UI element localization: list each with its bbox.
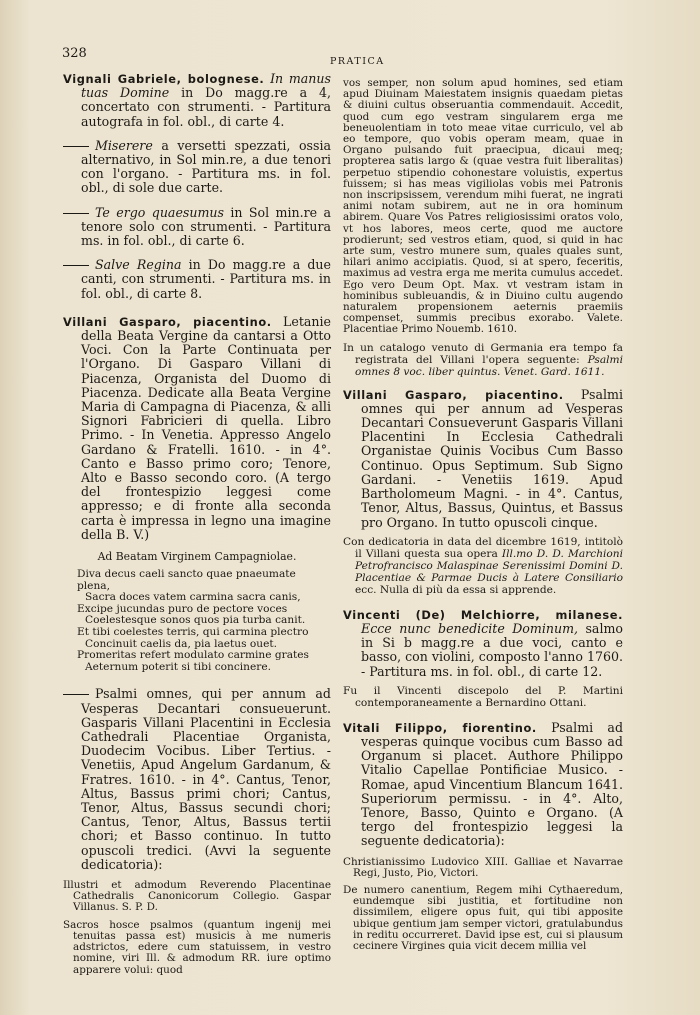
entry-villani-psalmi-12 bbox=[63, 687, 331, 872]
poem-line: Coelestesque sonos quos pia turba canit. bbox=[85, 614, 306, 627]
note-catalogo bbox=[343, 342, 623, 378]
poem-line: Concinuit caelis da, pia laetus ouet. bbox=[85, 637, 278, 650]
entry-text: in Do magg.re a 4, concertato con strumenti. - Partitura autografa in fol. obl., di carte 4. bbox=[81, 85, 331, 129]
entry-vignali bbox=[63, 72, 331, 129]
entry-text: in Sol min.re a tenore solo con strumenti. - Partitura ms. in fol. obl., di carte 6. bbox=[81, 204, 331, 249]
entry-text: a versetti spezzati, ossia alternativo, in Sol min.re, a due tenori con l'organo. - Partitura ms. in fol. obl., di sole due carte. bbox=[81, 137, 331, 196]
entry-text: Psalmi omnes qui per annum ad Vesperas Decantari Consueverunt Gasparis Villani Placentini In Ecclesia Cathedrali Organistae Quinis Vocibus Cum Basso Continuo. Opus Septimum. Sub Signo Gardani. - Venetiis 1619. Apud Bartholomeum Magni. - in 4°. Cantus, Tenor, Altus, Bassus, Quintus, et Bassus pro Organo. In tutto opuscoli cinque. bbox=[361, 386, 623, 530]
running-head: PRATICA bbox=[330, 56, 385, 67]
work-title: In manus tuas Domine bbox=[81, 71, 331, 101]
entry-head: Vitali Filippo, fiorentino. bbox=[343, 720, 537, 735]
poem-title: Ad Beatam Virginem Campagniolae. bbox=[97, 550, 297, 564]
poem-line: Diva decus caeli sancto quae pnaeumate plena, bbox=[77, 568, 296, 592]
work-title: Ecce nunc benedicite Dominum, bbox=[361, 620, 579, 636]
poem-line: Aeternum poterit si tibi concinere. bbox=[85, 660, 271, 673]
dash-mark bbox=[63, 694, 89, 695]
dedication-text: De numero canentium, Regem mihi Cythaeredum, eundemque sibi justitia, et fortitudine non dissimilem, eligere opus fuit, qui tibi apposite ubique gentium jam semper victori, gratulabundus in reditu occurreret. David ipse est, cui si plausum cecinere Virgines quia vicit decem millia vel bbox=[343, 883, 623, 952]
note-text: In un catalogo venuto di Germania era tempo fa registrata del Villani l'opera seguente: bbox=[343, 341, 623, 366]
entry-te-ergo bbox=[63, 206, 331, 249]
poem-line: Sacra doces vatem carmina sacra canis, bbox=[85, 591, 301, 604]
note-text: ecc. Nulla di più da essa si apprende. bbox=[355, 583, 557, 596]
entry-salve-regina bbox=[63, 258, 331, 301]
poem-line: Et tibi coelestes terris, qui carmina plectro bbox=[77, 626, 309, 639]
entry-text: salmo in Si b magg.re a due voci, canto e basso, con violini, composto l'anno 1760. - Partitura ms. in fol. obl., di carte 12. bbox=[361, 620, 623, 679]
dedication-heading: Christianissimo Ludovico XIII. Galliae et Navarrae Regi, Justo, Pio, Victori. bbox=[343, 855, 623, 879]
entry-text: Letanie della Beata Vergine da cantarsi a Otto Voci. Con la Parte Continuata per l'Organo. Di Gasparo Villani di Piacenza, Organista del Duomo di Piacenza. Dedicate alla Beata Vergine Maria di Campagna di Piacenza, & alli Signori Fabricieri di quella. Libro Primo. - In Venetia. Appresso Angelo Gardano & Fratelli. 1610. - in 4°. Canto e Basso primo coro; Tenore, Alto e Basso secondo coro. (A tergo del frontespizio leggesi come appresso; e di fronte alla seconda carta è impressa in legno una imagine della B. V.) bbox=[81, 313, 331, 542]
entry-villani-psalmi-5 bbox=[343, 388, 623, 530]
entry-head: Villani Gasparo, piacentino. bbox=[63, 314, 272, 329]
entry-vitali bbox=[343, 721, 623, 849]
entry-text: Psalmi ad vesperas quinque vocibus cum Basso ad Organum si placet. Authore Philippo Vitalio Capellae Pontificiae Musico. - Romae, apud Vincentium Blancum 1641. Superiorum permissu. - in 4°. Alto, Tenore, Basso, Quinto e Organo. (A tergo del frontespizio leggesi la seguente dedicatoria): bbox=[361, 719, 624, 849]
work-title: Salve Regina bbox=[95, 257, 182, 273]
dash-mark bbox=[63, 265, 89, 266]
poem-line: Promeritas refert modulato carmine grates bbox=[77, 649, 309, 662]
dedication-text: Sacros hosce psalmos (quantum ingenij mei tenuitas passa est) musicis à me numeris adstrictos, edere cum statuissem, in vestro nomine, viri Ill. & admodum RR. iure optimo apparere volui: quod bbox=[63, 918, 331, 976]
entry-text: in Do magg.re a due canti, con strumenti. - Partitura ms. in fol. obl., di carte 8. bbox=[81, 257, 331, 301]
left-column bbox=[63, 72, 331, 976]
entry-vincenti bbox=[343, 608, 623, 679]
entry-head: Villani Gasparo, piacentino. bbox=[343, 387, 564, 402]
work-title: Miserere bbox=[95, 137, 153, 153]
right-column bbox=[343, 78, 623, 952]
dash-mark bbox=[63, 213, 89, 214]
entry-head: Vincenti (De) Melchiorre, milanese. bbox=[343, 607, 623, 622]
note-text: Con dedicatoria in data del dicembre 1619, intitolò il Villani questa sua opera bbox=[343, 535, 623, 560]
poem-line: Excipe jucundas puro de pectore voces bbox=[77, 602, 288, 615]
dash-mark bbox=[63, 146, 89, 147]
entry-miserere bbox=[63, 139, 331, 196]
page-number: 328 bbox=[62, 46, 87, 61]
note-title: Psalmi omnes 8 voc. liber quintus. Venet. Gard. 1611. bbox=[355, 353, 623, 378]
note-vincenti: Fu il Vincenti discepolo del P. Martini contemporaneamente a Bernardino Ottani. bbox=[343, 684, 623, 709]
dedication-heading: Illustri et admodum Reverendo Placentinae Cathedralis Canonicorum Collegio. Gaspar Villanus. S. P. D. bbox=[63, 879, 331, 914]
entry-villani-letanie bbox=[63, 315, 331, 542]
entry-text: Psalmi omnes, qui per annum ad Vesperas Decantari consueuerunt. Gasparis Villani Placentini in Ecclesia Cathedrali Placentiae Organista, Duodecim Vocibus. Liber Tertius. - Venetiis, Apud Angelum Gardanum, & Fratres. 1610. - in 4°. Cantus, Tenor, Altus, Bassus primi chori; Cantus, Tenor, Altus, Bassus secundi chori; Cantus, Tenor, Altus, Bassus tertii chori; et Basso continuo. In tutto opuscoli tredici. (Avvi la seguente dedicatoria): bbox=[81, 686, 331, 872]
note-title: Ill.mo D. D. Marchioni Petrofrancisco Malaspinae Serenissimi Domini D. Placentiae & Parmae Ducis à Latere Consiliario bbox=[355, 547, 624, 584]
poem bbox=[63, 569, 331, 673]
note-dedicatoria bbox=[343, 536, 623, 596]
entry-head: Vignali Gabriele, bolognese. bbox=[63, 72, 265, 86]
dedication-continued: vos semper, non solum apud homines, sed etiam apud Diuinam Maiestatem insignis quaedam pietas & diuini cultus obseruantia commendauit. Accedit, quod cum ego vestram singularem erga me beneuolentiam in toto meae vitae curriculo, vel ab eo tempore, quo vobis operam meam, quae in Organo pulsando fuit praecipua, dicaui meq; propterea satis largo & (quae vestra fuit liberalitas) perpetuo stipendio cohonestare voluistis, expertus fuissem; si has meas vigiliolas vobis mei Patronis non inscripsissem, verendum mihi fuerat, ne ingrati animi notam subirem, aut ne in ora hominum abirem. Quare Vos Patres religiosissimi oratos volo, vt hos labores, meos certe, quod me auctore prodierunt; sed vestros etiam, quod, si quid in hac arte sum, vestro munere sum, quales quales sunt, hilari animo accipiatis. Quod, si at spero, feceritis, maximus ad vestra erga me merita cumulus accedet. Ego vero Deum Opt. Max. vt vestram istam in hominibus subleuandis, & in Diuino cultu augendo naturalem propensionem aeternis praemiis compenset, summis precibus exorabo. Valete. Placentiae Primo Nouemb. 1610. bbox=[343, 77, 623, 336]
work-title: Te ergo quaesumus bbox=[95, 204, 224, 220]
